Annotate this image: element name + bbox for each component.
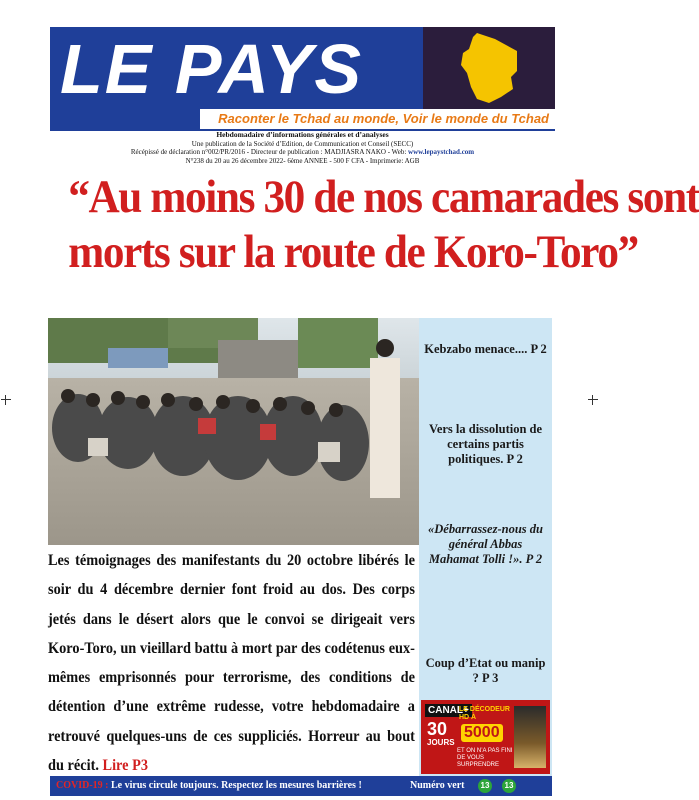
sidebar-item-2[interactable]: Vers la dissolution de certains partis politiques. P 2 [428, 422, 543, 466]
pub-line-4: N°238 du 20 au 26 décembre 2022- 6ème ANNEE - 500 F CFA - Imprimerie: AGB [185, 156, 420, 165]
numero-vert-label: Numéro vert [410, 780, 465, 791]
sidebar [419, 318, 552, 776]
ad-sub: ET ON N’A PAS FINI DE VOUS SURPRENDRE [457, 748, 513, 768]
cover-photo [48, 318, 419, 545]
hotline-badge-2: 13 [502, 779, 516, 793]
headline-line-2: morts sur la route de Koro-Toro” [68, 226, 638, 278]
sidebar-item-1[interactable]: Kebzabo menace.... P 2 [424, 342, 547, 356]
map-box [423, 27, 555, 109]
lead-paragraph [48, 545, 415, 779]
hotline-badge-1: 13 [478, 779, 492, 793]
masthead [50, 27, 555, 131]
ad-brand: CANAL+ [425, 704, 472, 717]
ad-big-number: 30 [427, 719, 448, 739]
main-headline [68, 170, 699, 280]
publication-info [50, 131, 555, 165]
canal-plus-ad[interactable] [421, 700, 550, 774]
pub-line-3 [50, 148, 555, 157]
covid-label: COVID-19 : [56, 780, 109, 791]
sidebar-item-3[interactable]: «Débarrassez-nous du général Abbas Mahamat Tolli !». P 2 [428, 522, 543, 566]
ad-price: 5000 [461, 724, 503, 742]
pub-line-3-text: Récépissé de déclaration n°002/PR/2016 - Directeur de publication : MADJIASRA NAKO - Web: [130, 148, 407, 156]
ad-days: JOURS [427, 738, 455, 747]
ad-decoder: LE DÉCODEUR HD À [459, 706, 510, 721]
sidebar-item-4[interactable]: Coup d’Etat ou manip ? P 3 [425, 656, 546, 685]
registration-mark-left [1, 395, 11, 405]
ad-poster-image [514, 706, 546, 768]
cover-photo-illustration [48, 318, 419, 545]
tagline: Raconter le Tchad au monde, Voir le monde du Tchad [200, 109, 555, 129]
website-link[interactable]: www.lepaystchad.com [408, 148, 475, 156]
headline-line-1: “Au moins 30 de nos camarades sont [68, 171, 699, 223]
bottom-bar [50, 776, 552, 796]
chad-map-icon [455, 31, 523, 105]
registration-mark-right [588, 395, 598, 405]
pub-line-1: Hebdomadaire d’informations générales et d’analyses [216, 130, 389, 139]
read-more-link[interactable]: Lire P3 [102, 755, 149, 775]
covid-message: Le virus circule toujours. Respectez les mesures barrières ! [111, 780, 362, 791]
newspaper-logo: LE PAYS [60, 30, 364, 108]
lead-text: Les témoignages des manifestants du 20 octobre libérés le soir du 4 décembre dernier font froid au dos. Des corps jetés dans le désert alors que le convoi se dirigeait vers Koro-Toro, un vieillard battu à mort par des codétenus eux-mêmes emprisonnés pour terrorisme, des conditions de détention d’une extrême rudesse, votre hebdomadaire a retrouvé quelques-uns de ces suppliciés. Horreur au bout du récit. [48, 550, 415, 775]
pub-line-2: Une publication de la Société d’Edition, de Communication et Conseil (SECC) [191, 139, 414, 148]
